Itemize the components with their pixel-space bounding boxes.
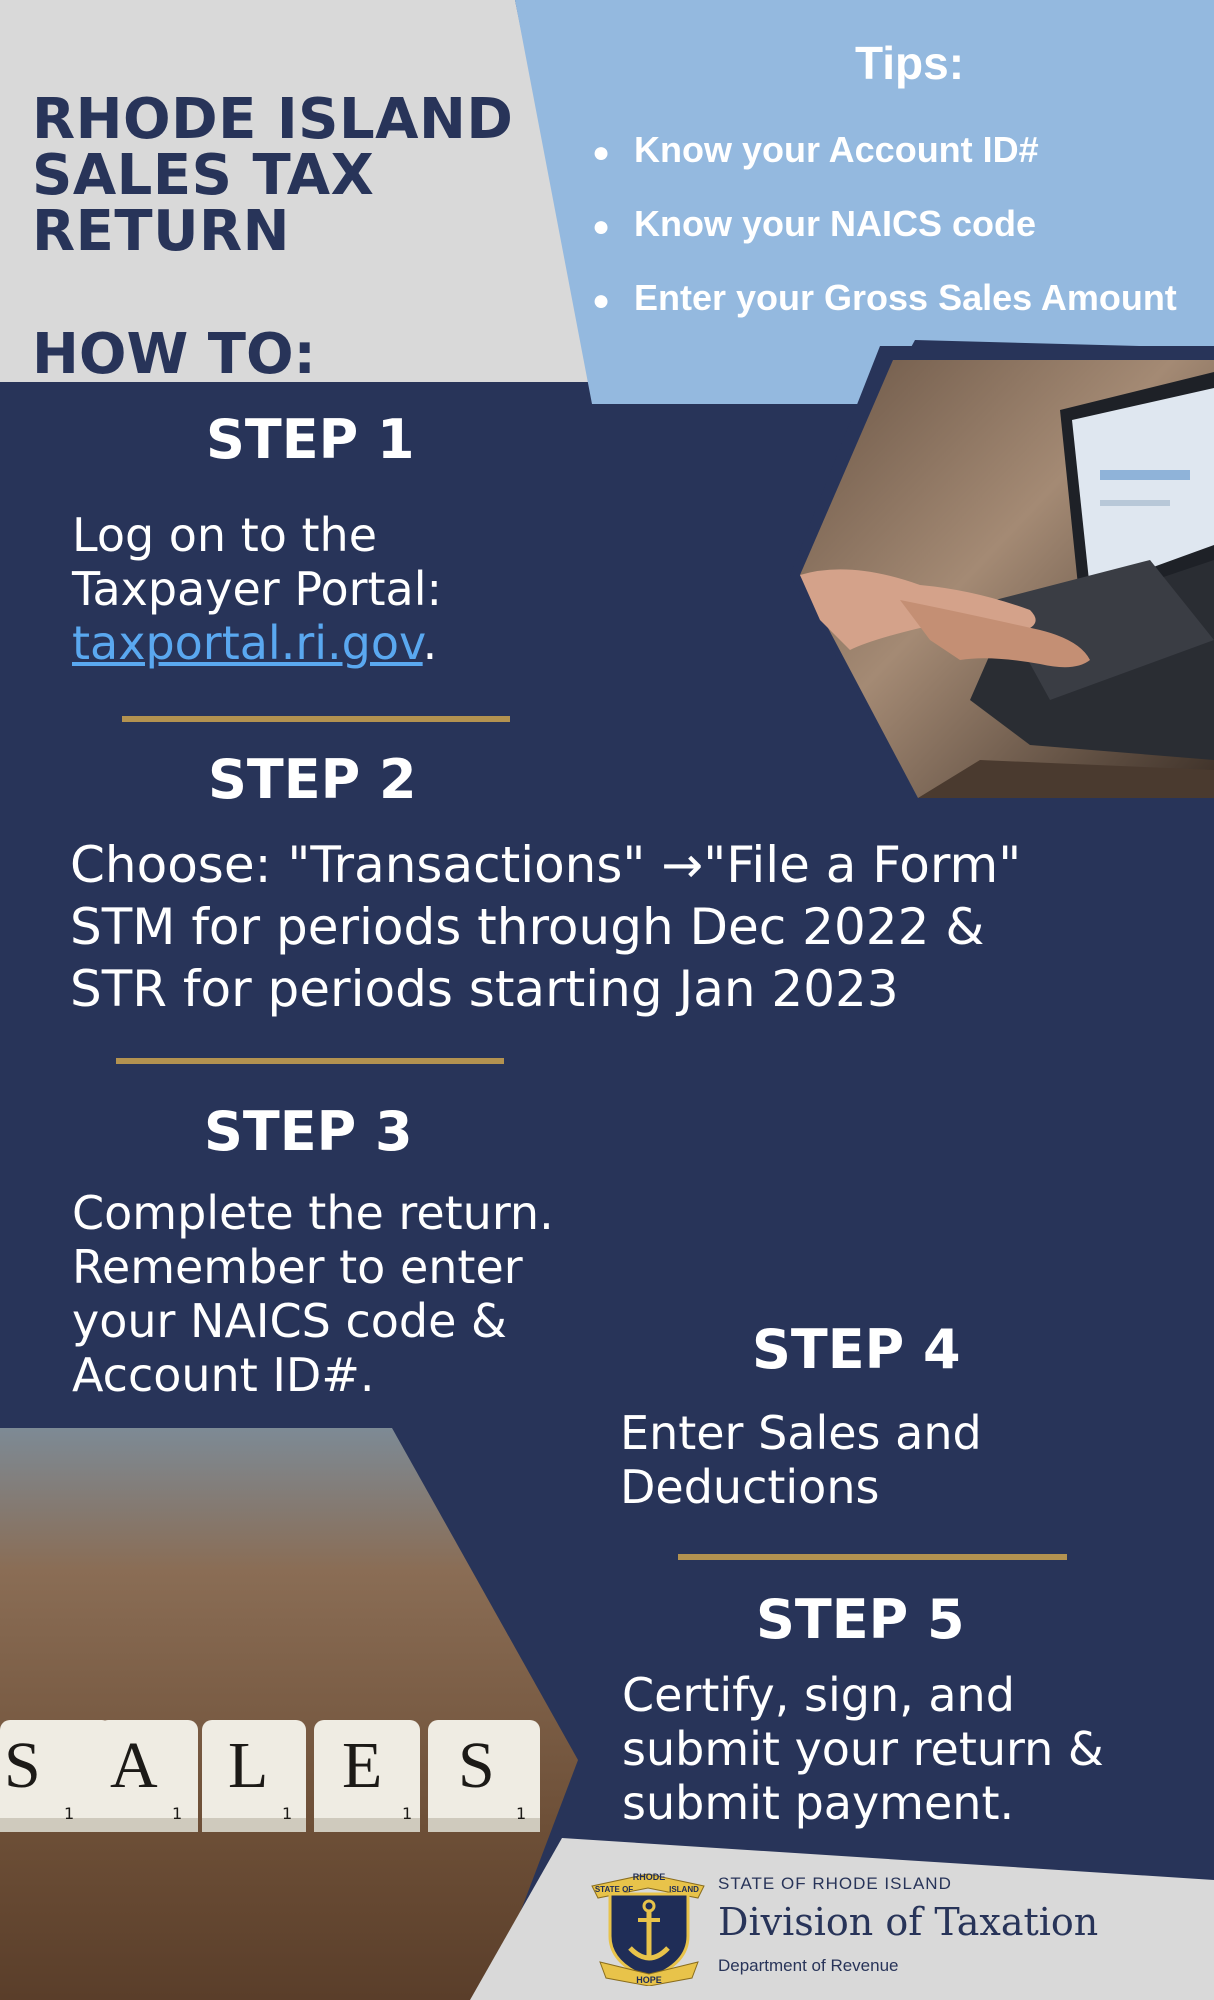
tile-score: 1 [64, 1804, 75, 1823]
seal-right-text: ISLAND [669, 1885, 699, 1894]
bullet-icon: ● [592, 210, 611, 243]
step-5-heading: STEP 5 [756, 1588, 965, 1651]
tip-item: ● Know your Account ID# [592, 124, 1177, 198]
step-4-heading: STEP 4 [752, 1318, 961, 1381]
tile-letter: A [110, 1729, 158, 1802]
seal-top-text: RHODE [632, 1872, 666, 1882]
tile-score: 1 [282, 1804, 293, 1823]
tile-score: 1 [402, 1804, 413, 1823]
seal-bottom-text: HOPE [636, 1975, 662, 1985]
step-4-text: Enter Sales and Deductions [620, 1406, 982, 1514]
divider-1 [122, 716, 510, 722]
tip-item: ● Know your NAICS code [592, 198, 1177, 272]
logo-department-text: Department of Revenue [718, 1956, 899, 1975]
bullet-icon: ● [592, 136, 611, 169]
divider-2 [116, 1058, 504, 1064]
tip-item: ● Enter your Gross Sales Amount [592, 272, 1177, 346]
step-2-text: Choose: "Transactions" →"File a Form" STM for periods through Dec 2022 & STR for periods starting Jan 2023 [70, 836, 1022, 1018]
step-3-heading: STEP 3 [204, 1100, 413, 1163]
ri-seal-logo [588, 1864, 710, 1986]
how-to-heading: HOW TO: [32, 322, 316, 387]
tile-letter: E [342, 1729, 383, 1802]
bullet-icon: ● [592, 284, 611, 317]
title-line-1: RHODE ISLAND [32, 87, 514, 152]
seal-left-text: STATE OF [594, 1885, 634, 1894]
logo-state-text: STATE OF RHODE ISLAND [718, 1874, 952, 1893]
step-1-heading: STEP 1 [206, 408, 415, 471]
step-2-heading: STEP 2 [208, 748, 417, 811]
divider-3 [678, 1554, 1067, 1560]
tile-letter: S [4, 1729, 41, 1802]
logo-division-text: Division of Taxation [718, 1900, 1099, 1944]
tile-score: 1 [172, 1804, 183, 1823]
step-1-text: Log on to the Taxpayer Portal: taxportal.ri.gov. [72, 508, 442, 670]
tips-title: Tips: [855, 37, 965, 89]
page-title [32, 87, 532, 264]
tips-list [592, 124, 1177, 346]
tile-score: 1 [516, 1804, 527, 1823]
title-line-3: RETURN [32, 199, 291, 264]
taxportal-link[interactable]: taxportal.ri.gov [72, 616, 423, 670]
title-line-2: SALES TAX [32, 143, 375, 208]
step-5-text: Certify, sign, and submit your return & submit payment. [622, 1668, 1104, 1830]
step-3-text: Complete the return. Remember to enter your NAICS code & Account ID#. [72, 1186, 554, 1402]
tile-letter: S [458, 1729, 495, 1802]
tile-letter: L [228, 1729, 269, 1802]
tile-letters [0, 1712, 560, 1842]
